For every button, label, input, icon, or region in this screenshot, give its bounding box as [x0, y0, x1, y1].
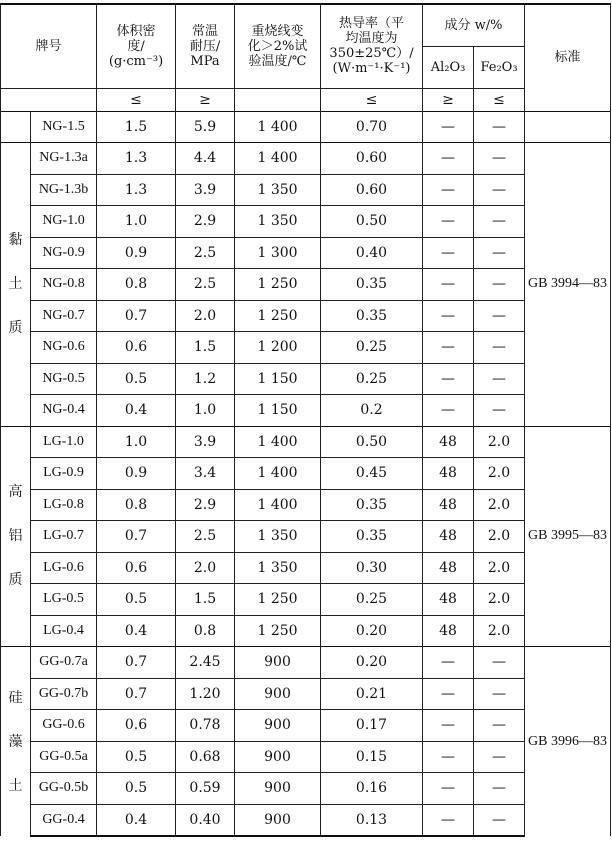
- header-conductivity-line2: 均温度为: [345, 31, 398, 47]
- density-cell: 0.5: [97, 584, 176, 616]
- grade-cell: NG-0.8: [31, 269, 97, 301]
- family-char: 土: [8, 777, 23, 794]
- family-char: 硅: [8, 689, 23, 706]
- al2o3-cell: —: [423, 678, 474, 710]
- header-grade: 牌号: [1, 4, 97, 88]
- conductivity-cell: 0.70: [321, 111, 423, 143]
- al2o3-cell: —: [423, 111, 474, 143]
- table-row: [1, 111, 611, 143]
- header-conductivity-line1: 热导率（平: [339, 16, 405, 32]
- grade-cell: LG-0.6: [31, 552, 97, 584]
- al2o3-cell: —: [423, 395, 474, 427]
- fe2o3-cell: 2.0: [474, 584, 525, 616]
- conductivity-cell: 0.35: [321, 521, 423, 553]
- fe2o3-cell: 2.0: [474, 489, 525, 521]
- strength-cell: 0.78: [176, 710, 235, 742]
- strength-cell: 5.9: [176, 111, 235, 143]
- limit-fe2o3: ≤: [474, 88, 525, 111]
- family-cell: [1, 143, 31, 427]
- family-char: 铝: [8, 528, 23, 545]
- conductivity-cell: 0.20: [321, 647, 423, 679]
- fe2o3-cell: —: [474, 143, 525, 175]
- al2o3-cell: —: [423, 741, 474, 773]
- al2o3-cell: 48: [423, 584, 474, 616]
- table-row: [1, 269, 611, 301]
- reheat-cell: 900: [235, 678, 321, 710]
- density-cell: 1.0: [97, 206, 176, 238]
- grade-cell: LG-0.5: [31, 584, 97, 616]
- fe2o3-cell: 2.0: [474, 458, 525, 490]
- table-row: [1, 647, 611, 679]
- conductivity-cell: 0.13: [321, 804, 423, 836]
- al2o3-cell: —: [423, 647, 474, 679]
- grade-cell: LG-0.8: [31, 489, 97, 521]
- standard-cell: GB 3995—83: [525, 426, 611, 647]
- grade-cell: GG-0.7a: [31, 647, 97, 679]
- reheat-cell: 900: [235, 647, 321, 679]
- al2o3-cell: —: [423, 710, 474, 742]
- density-cell: 1.5: [97, 111, 176, 143]
- al2o3-cell: —: [423, 237, 474, 269]
- density-cell: 0.5: [97, 773, 176, 805]
- al2o3-cell: —: [423, 206, 474, 238]
- reheat-cell: 1 250: [235, 584, 321, 616]
- strength-cell: 1.0: [176, 395, 235, 427]
- conductivity-cell: 0.17: [321, 710, 423, 742]
- fe2o3-cell: —: [474, 363, 525, 395]
- density-cell: 0.7: [97, 678, 176, 710]
- conductivity-cell: 0.20: [321, 615, 423, 647]
- header-density-line1: 体积密: [116, 23, 156, 39]
- al2o3-cell: —: [423, 269, 474, 301]
- table-row: [1, 489, 611, 521]
- density-cell: 0.4: [97, 615, 176, 647]
- reheat-cell: 1 400: [235, 143, 321, 175]
- family-char: 藻: [8, 733, 23, 750]
- conductivity-cell: 0.40: [321, 237, 423, 269]
- reheat-cell: 900: [235, 741, 321, 773]
- conductivity-cell: 0.60: [321, 143, 423, 175]
- strength-cell: 2.9: [176, 489, 235, 521]
- density-cell: 0.4: [97, 804, 176, 836]
- fe2o3-cell: —: [474, 111, 525, 143]
- al2o3-cell: —: [423, 363, 474, 395]
- conductivity-cell: 0.35: [321, 269, 423, 301]
- al2o3-cell: 48: [423, 426, 474, 458]
- family-char: 土: [8, 276, 23, 293]
- table-row: [1, 143, 611, 175]
- density-cell: 1.0: [97, 426, 176, 458]
- strength-cell: 2.0: [176, 552, 235, 584]
- grade-cell: NG-1.0: [31, 206, 97, 238]
- conductivity-cell: 0.25: [321, 363, 423, 395]
- fe2o3-cell: 2.0: [474, 426, 525, 458]
- strength-cell: 0.59: [176, 773, 235, 805]
- density-cell: 0.6: [97, 332, 176, 364]
- fe2o3-cell: —: [474, 237, 525, 269]
- al2o3-cell: 48: [423, 521, 474, 553]
- header-strength-line3: MPa: [190, 53, 220, 69]
- fe2o3-cell: —: [474, 300, 525, 332]
- fe2o3-cell: —: [474, 647, 525, 679]
- table-row: [1, 521, 611, 553]
- family-cell: [1, 426, 31, 647]
- reheat-cell: 900: [235, 773, 321, 805]
- conductivity-cell: 0.45: [321, 458, 423, 490]
- limit-grade: [1, 88, 97, 111]
- grade-cell: GG-0.4: [31, 804, 97, 836]
- conductivity-cell: 0.21: [321, 678, 423, 710]
- al2o3-cell: 48: [423, 615, 474, 647]
- header-reheat-line3: 验温度/℃: [248, 53, 307, 69]
- al2o3-cell: —: [423, 804, 474, 836]
- reheat-cell: 1 350: [235, 174, 321, 206]
- density-cell: 0.7: [97, 647, 176, 679]
- grade-cell: NG-1.5: [31, 111, 97, 143]
- density-cell: 1.3: [97, 143, 176, 175]
- al2o3-cell: —: [423, 332, 474, 364]
- header-strength: [176, 4, 235, 88]
- fe2o3-cell: —: [474, 741, 525, 773]
- density-cell: 0.5: [97, 363, 176, 395]
- al2o3-cell: 48: [423, 458, 474, 490]
- table-row: [1, 710, 611, 742]
- family-char: 高: [8, 484, 23, 501]
- family-char: 黏: [8, 232, 23, 249]
- header-density: [97, 4, 176, 88]
- header-density-line3: (g·cm⁻³): [108, 53, 164, 69]
- reheat-cell: 1 350: [235, 206, 321, 238]
- table-row: [1, 678, 611, 710]
- grade-cell: NG-1.3b: [31, 174, 97, 206]
- fe2o3-cell: 2.0: [474, 521, 525, 553]
- conductivity-cell: 0.16: [321, 773, 423, 805]
- strength-cell: 1.2: [176, 363, 235, 395]
- table-row: [1, 804, 611, 836]
- limits-row: [1, 88, 611, 111]
- conductivity-cell: 0.35: [321, 489, 423, 521]
- family-cell: [1, 647, 31, 837]
- strength-cell: 0.8: [176, 615, 235, 647]
- grade-cell: NG-0.5: [31, 363, 97, 395]
- conductivity-cell: 0.60: [321, 174, 423, 206]
- table-row: [1, 206, 611, 238]
- strength-cell: 1.5: [176, 332, 235, 364]
- header-strength-line2: 耐压/: [189, 38, 221, 54]
- strength-cell: 2.5: [176, 269, 235, 301]
- header-conductivity-line3: 350±25℃）/: [329, 46, 414, 62]
- reheat-cell: 1 350: [235, 521, 321, 553]
- strength-cell: 2.5: [176, 237, 235, 269]
- header-conductivity-line4: (W·m⁻¹·K⁻¹): [332, 61, 411, 77]
- reheat-cell: 900: [235, 710, 321, 742]
- table-row: [1, 174, 611, 206]
- strength-cell: 1.20: [176, 678, 235, 710]
- table-row: [1, 363, 611, 395]
- grade-cell: GG-0.7b: [31, 678, 97, 710]
- strength-cell: 3.9: [176, 426, 235, 458]
- reheat-cell: 900: [235, 804, 321, 836]
- al2o3-cell: 48: [423, 489, 474, 521]
- conductivity-cell: 0.2: [321, 395, 423, 427]
- header-strength-line1: 常温: [192, 23, 219, 39]
- density-cell: 0.7: [97, 300, 176, 332]
- table-row: [1, 615, 611, 647]
- al2o3-cell: —: [423, 773, 474, 805]
- conductivity-cell: 0.35: [321, 300, 423, 332]
- grade-cell: GG-0.6: [31, 710, 97, 742]
- grade-cell: NG-1.3a: [31, 143, 97, 175]
- density-cell: 0.9: [97, 237, 176, 269]
- strength-cell: 3.4: [176, 458, 235, 490]
- conductivity-cell: 0.50: [321, 206, 423, 238]
- grade-cell: LG-0.9: [31, 458, 97, 490]
- strength-cell: 1.5: [176, 584, 235, 616]
- density-cell: 0.5: [97, 741, 176, 773]
- table-row: [1, 426, 611, 458]
- limit-density: ≤: [97, 88, 176, 111]
- fe2o3-cell: —: [474, 710, 525, 742]
- strength-cell: 3.9: [176, 174, 235, 206]
- conductivity-cell: 0.15: [321, 741, 423, 773]
- table-row: [1, 584, 611, 616]
- conductivity-cell: 0.25: [321, 332, 423, 364]
- density-cell: 0.9: [97, 458, 176, 490]
- al2o3-cell: 48: [423, 552, 474, 584]
- strength-cell: 0.68: [176, 741, 235, 773]
- reheat-cell: 1 250: [235, 300, 321, 332]
- strength-cell: 2.45: [176, 647, 235, 679]
- spec-table: [0, 3, 611, 837]
- reheat-cell: 1 400: [235, 458, 321, 490]
- strength-cell: 0.40: [176, 804, 235, 836]
- table-row: [1, 300, 611, 332]
- grade-cell: NG-0.4: [31, 395, 97, 427]
- header-reheat: [235, 4, 321, 88]
- family-cell: [1, 111, 31, 143]
- table-row: [1, 395, 611, 427]
- table-row: [1, 552, 611, 584]
- header-standard: 标准: [525, 4, 611, 111]
- family-char: 质: [8, 572, 23, 589]
- header-fe2o3: Fe₂O₃: [474, 46, 525, 88]
- strength-cell: 2.5: [176, 521, 235, 553]
- table-row: [1, 332, 611, 364]
- limit-conductivity: ≤: [321, 88, 423, 111]
- header-conductivity: [321, 4, 423, 88]
- header-density-line2: 度/: [127, 38, 145, 54]
- density-cell: 0.8: [97, 269, 176, 301]
- limit-reheat: [235, 88, 321, 111]
- table-row: [1, 773, 611, 805]
- spec-body: [1, 111, 611, 836]
- density-cell: 1.3: [97, 174, 176, 206]
- grade-cell: NG-0.6: [31, 332, 97, 364]
- al2o3-cell: —: [423, 143, 474, 175]
- reheat-cell: 1 350: [235, 552, 321, 584]
- reheat-cell: 1 150: [235, 395, 321, 427]
- reheat-cell: 1 250: [235, 615, 321, 647]
- standard-cell: [525, 111, 611, 143]
- reheat-cell: 1 250: [235, 269, 321, 301]
- density-cell: 0.6: [97, 710, 176, 742]
- fe2o3-cell: —: [474, 395, 525, 427]
- table-row: [1, 237, 611, 269]
- standard-cell: GB 3996—83: [525, 647, 611, 837]
- reheat-cell: 1 400: [235, 426, 321, 458]
- fe2o3-cell: —: [474, 773, 525, 805]
- al2o3-cell: —: [423, 174, 474, 206]
- conductivity-cell: 0.25: [321, 584, 423, 616]
- standard-cell: GB 3994—83: [525, 143, 611, 427]
- fe2o3-cell: —: [474, 804, 525, 836]
- header-reheat-line2: 化＞2%试: [247, 38, 308, 54]
- limit-al2o3: ≥: [423, 88, 474, 111]
- density-cell: 0.8: [97, 489, 176, 521]
- fe2o3-cell: —: [474, 206, 525, 238]
- al2o3-cell: —: [423, 300, 474, 332]
- limit-strength: ≥: [176, 88, 235, 111]
- fe2o3-cell: 2.0: [474, 552, 525, 584]
- grade-cell: GG-0.5b: [31, 773, 97, 805]
- table-row: [1, 741, 611, 773]
- table-row: [1, 458, 611, 490]
- grade-cell: NG-0.9: [31, 237, 97, 269]
- density-cell: 0.7: [97, 521, 176, 553]
- fe2o3-cell: 2.0: [474, 615, 525, 647]
- fe2o3-cell: —: [474, 678, 525, 710]
- fe2o3-cell: —: [474, 174, 525, 206]
- strength-cell: 4.4: [176, 143, 235, 175]
- reheat-cell: 1 400: [235, 111, 321, 143]
- strength-cell: 2.9: [176, 206, 235, 238]
- fe2o3-cell: —: [474, 332, 525, 364]
- grade-cell: NG-0.7: [31, 300, 97, 332]
- header-al2o3: Al₂O₃: [423, 46, 474, 88]
- conductivity-cell: 0.30: [321, 552, 423, 584]
- reheat-cell: 1 400: [235, 489, 321, 521]
- density-cell: 0.4: [97, 395, 176, 427]
- header-composition: 成分 w/%: [423, 4, 525, 46]
- fe2o3-cell: —: [474, 269, 525, 301]
- header-reheat-line1: 重烧线变: [251, 23, 304, 39]
- conductivity-cell: 0.50: [321, 426, 423, 458]
- reheat-cell: 1 150: [235, 363, 321, 395]
- reheat-cell: 1 200: [235, 332, 321, 364]
- grade-cell: LG-1.0: [31, 426, 97, 458]
- grade-cell: GG-0.5a: [31, 741, 97, 773]
- strength-cell: 2.0: [176, 300, 235, 332]
- density-cell: 0.6: [97, 552, 176, 584]
- grade-cell: LG-0.7: [31, 521, 97, 553]
- reheat-cell: 1 300: [235, 237, 321, 269]
- family-char: 质: [8, 320, 23, 337]
- grade-cell: LG-0.4: [31, 615, 97, 647]
